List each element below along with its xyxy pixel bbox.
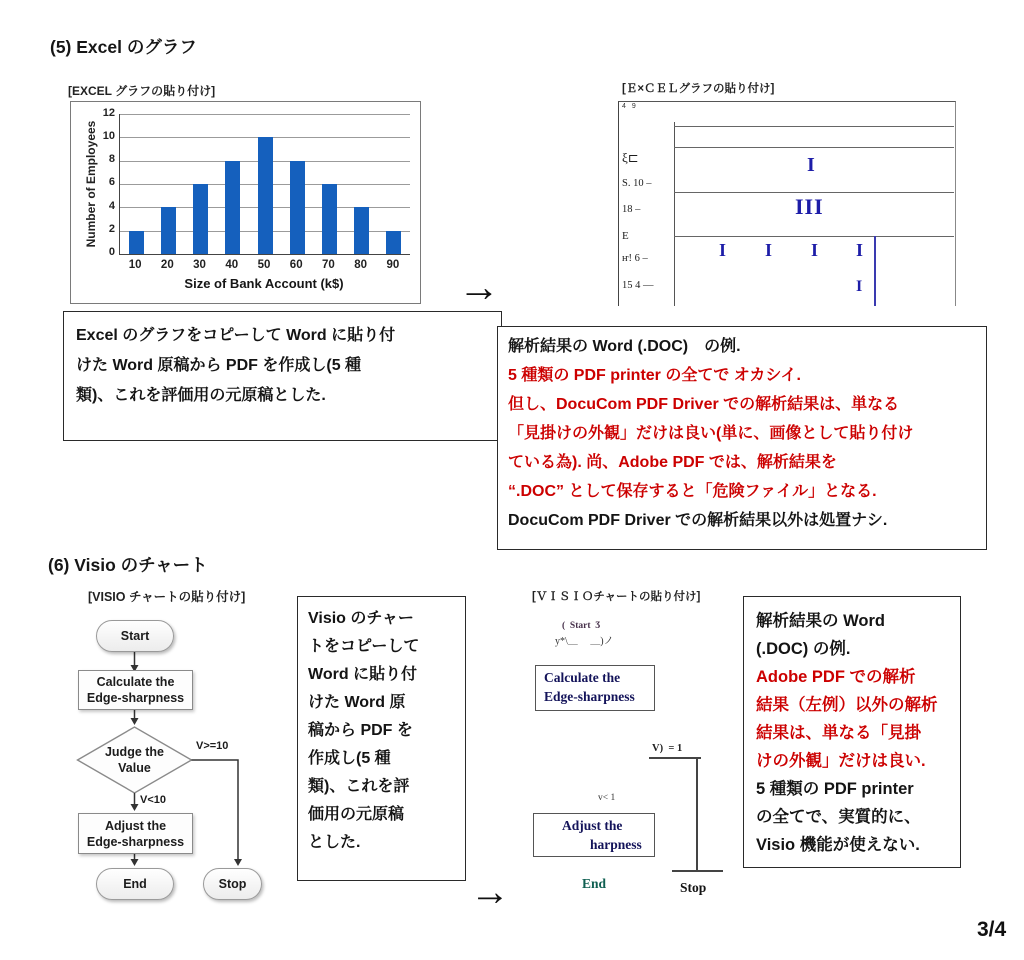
gridline — [120, 114, 410, 115]
excel-chart-plot — [119, 114, 410, 255]
y-tick-label: 10 — [102, 130, 115, 143]
text-line: の全てで、実質的に、 — [756, 808, 921, 826]
x-tick-label: 80 — [354, 259, 368, 271]
chart-bar — [193, 184, 208, 254]
broken-end-label: End — [582, 876, 607, 891]
broken-start-garbled-text: ( Start Ӡ — [562, 621, 601, 631]
text-line: “.DOC” として保存すると「危険ファイル」となる. — [508, 483, 877, 500]
excel-analysis-caption — [497, 326, 987, 550]
broken-calc-box — [535, 665, 655, 711]
visio-analysis-caption — [743, 596, 961, 868]
x-tick-label: 60 — [289, 259, 303, 271]
broken-axis-label: ҥ! 6 – — [622, 253, 648, 264]
text-line: 結果（左例）以外の解析 — [756, 696, 938, 714]
text-line: 5 種類の PDF printer の全てで オカシイ. — [508, 367, 801, 384]
broken-axis-label: 15 4 — — [622, 280, 654, 291]
chart-bar — [161, 207, 176, 254]
text-line: とした. — [308, 834, 361, 851]
excel-broken-canvas — [618, 101, 956, 306]
chart-y-axis-title: Number of Employees — [84, 120, 98, 248]
text-line: 作成し(5 種 — [308, 750, 391, 767]
x-tick-label: 20 — [160, 259, 174, 271]
text-line: Adjust the — [562, 818, 623, 833]
broken-axis-label: 18 – — [622, 204, 641, 215]
flowchart-calc-node — [78, 670, 193, 710]
text-line: Calculate the — [544, 670, 621, 685]
broken-data-glyph: I — [856, 240, 865, 260]
text-line: けた Word 原稿から PDF を作成し(5 種 — [76, 357, 362, 374]
visio-paste-label: [VISIO チャートの貼り付け] — [88, 590, 246, 604]
x-tick-label: 30 — [193, 259, 206, 271]
chart-bar — [290, 161, 305, 254]
x-tick-label: 70 — [322, 259, 335, 271]
text-line: 解析結果の Word (.DOC) の例. — [508, 338, 741, 355]
broken-bottom-line — [672, 870, 723, 872]
y-tick-label: 2 — [108, 222, 115, 235]
chart-x-axis-title: Size of Bank Account (k$) — [184, 276, 344, 291]
right-arrow-1: → — [458, 263, 500, 310]
text-line: 類)、これを評価用の元原稿とした. — [76, 387, 326, 404]
broken-data-glyph: III — [795, 194, 824, 219]
chart-bar — [225, 161, 240, 254]
text-line: Visio のチャー — [308, 610, 414, 627]
text-line: Value — [118, 761, 151, 775]
text-line: Adjust the — [104, 818, 167, 833]
page-number: 3/4 — [977, 918, 1007, 941]
broken-gridline — [674, 126, 954, 127]
y-tick-label: 0 — [108, 245, 115, 258]
visio-broken-paste-label: [ＶＩＳＩＯチャートの貼り付け] — [532, 591, 701, 603]
excel-broken-paste-label: [Ｅ×ＣＥＬグラフの貼り付け] — [622, 83, 775, 95]
broken-gridline — [674, 192, 954, 193]
broken-branch-right-label: V) = 1 — [652, 743, 683, 754]
broken-adjust-box — [533, 813, 655, 857]
text-line: 但し、DocuCom PDF Driver での解析結果は、単なる — [508, 396, 900, 413]
text-line: Edge-sharpness — [86, 834, 185, 849]
broken-vertical-line — [696, 758, 698, 871]
broken-stop-label: Stop — [680, 880, 707, 895]
flowchart-end-node: End — [96, 868, 174, 900]
x-tick-label: 40 — [225, 259, 239, 271]
text-line: けの外観」だけは良い. — [756, 752, 926, 770]
chart-bar — [322, 184, 337, 254]
excel-paste-label: [EXCEL グラフの貼り付け] — [68, 84, 216, 98]
broken-data-glyph: I — [807, 154, 816, 176]
text-line: Visio 機能が使えない. — [756, 836, 920, 854]
broken-axis-label: ξ⊏ — [622, 150, 639, 165]
text-line: Edge-sharpness — [86, 691, 185, 705]
text-line: Word に貼り付 — [308, 666, 418, 683]
right-arrow-2: → — [470, 870, 510, 914]
visio-source-caption — [297, 596, 466, 881]
flowchart-start-node: Start — [96, 620, 174, 652]
chart-bar — [354, 207, 369, 254]
y-tick-label: 8 — [108, 153, 115, 166]
visio-broken-canvas — [500, 580, 760, 910]
text-line: 結果は、単なる「見掛 — [756, 724, 921, 742]
section5-heading: (5) Excel のグラフ — [50, 37, 197, 57]
broken-axis-label: E — [622, 230, 629, 242]
flowchart-adjust-node — [78, 813, 193, 854]
broken-branch-line — [649, 757, 701, 759]
visio-flowchart — [55, 610, 270, 910]
text-line: Calculate the — [96, 675, 175, 689]
text-line: 類)、これを評 — [308, 778, 410, 795]
text-line: トをコピーして — [308, 638, 420, 655]
broken-gridline — [674, 236, 954, 237]
chart-y-axis-ticks — [95, 107, 115, 258]
section6-heading: (6) Visio のチャート — [48, 555, 208, 575]
text-line: ている為). 尚、Adobe PDF では、解析結果を — [508, 454, 837, 471]
broken-gridline — [674, 147, 954, 148]
excel-chart — [70, 101, 421, 304]
text-line: (.DOC) の例. — [756, 640, 851, 658]
x-tick-label: 90 — [386, 259, 400, 271]
y-tick-label: 6 — [108, 176, 115, 189]
text-line: 価用の元原稿 — [308, 806, 405, 823]
text-line: Judge the — [104, 745, 165, 759]
excel-source-caption — [63, 311, 502, 441]
flowchart-branch-right-label: V>=10 — [196, 740, 229, 752]
flowchart-judge-node — [78, 743, 191, 777]
chart-bar — [129, 231, 144, 254]
x-tick-label: 50 — [257, 259, 271, 271]
broken-blue-line — [874, 236, 876, 306]
broken-start-garbled-text2: y*\＿ ＿)ノ — [555, 636, 614, 647]
broken-data-glyph: I — [856, 278, 864, 295]
text-line: 5 種類の PDF printer — [756, 780, 914, 798]
text-line: けた Word 原 — [308, 694, 406, 711]
x-tick-label: 10 — [128, 259, 142, 271]
broken-data-glyph: I — [719, 240, 728, 260]
broken-axis-label: S. 10 – — [622, 178, 652, 189]
broken-axis-line — [674, 122, 675, 306]
text-line: DocuCom PDF Driver での解析結果以外は処置ナシ. — [508, 512, 888, 529]
y-tick-label: 4 — [108, 199, 115, 212]
text-line: Adobe PDF での解析 — [756, 668, 916, 686]
text-line: Edge-sharpness — [544, 689, 635, 704]
text-line: 解析結果の Word — [756, 612, 885, 630]
chart-bar — [386, 231, 401, 254]
broken-data-glyph: I — [765, 240, 774, 260]
broken-branch-down-label: v< 1 — [598, 793, 616, 803]
chart-x-axis-ticks — [119, 259, 409, 271]
text-line: 「見掛けの外観」だけは良い(単に、画像として貼り付け — [508, 425, 914, 442]
flowchart-branch-down-label: V<10 — [140, 794, 166, 806]
broken-corner-text: 4 9 — [622, 103, 638, 110]
chart-bar — [258, 137, 273, 254]
y-tick-label: 12 — [102, 107, 115, 119]
text-line: 稿から PDF を — [308, 722, 413, 739]
broken-data-glyph: I — [811, 240, 820, 260]
text-line: harpness — [590, 837, 642, 852]
text-line: Excel のグラフをコピーして Word に貼り付 — [76, 327, 396, 344]
flowchart-stop-node: Stop — [203, 868, 262, 900]
